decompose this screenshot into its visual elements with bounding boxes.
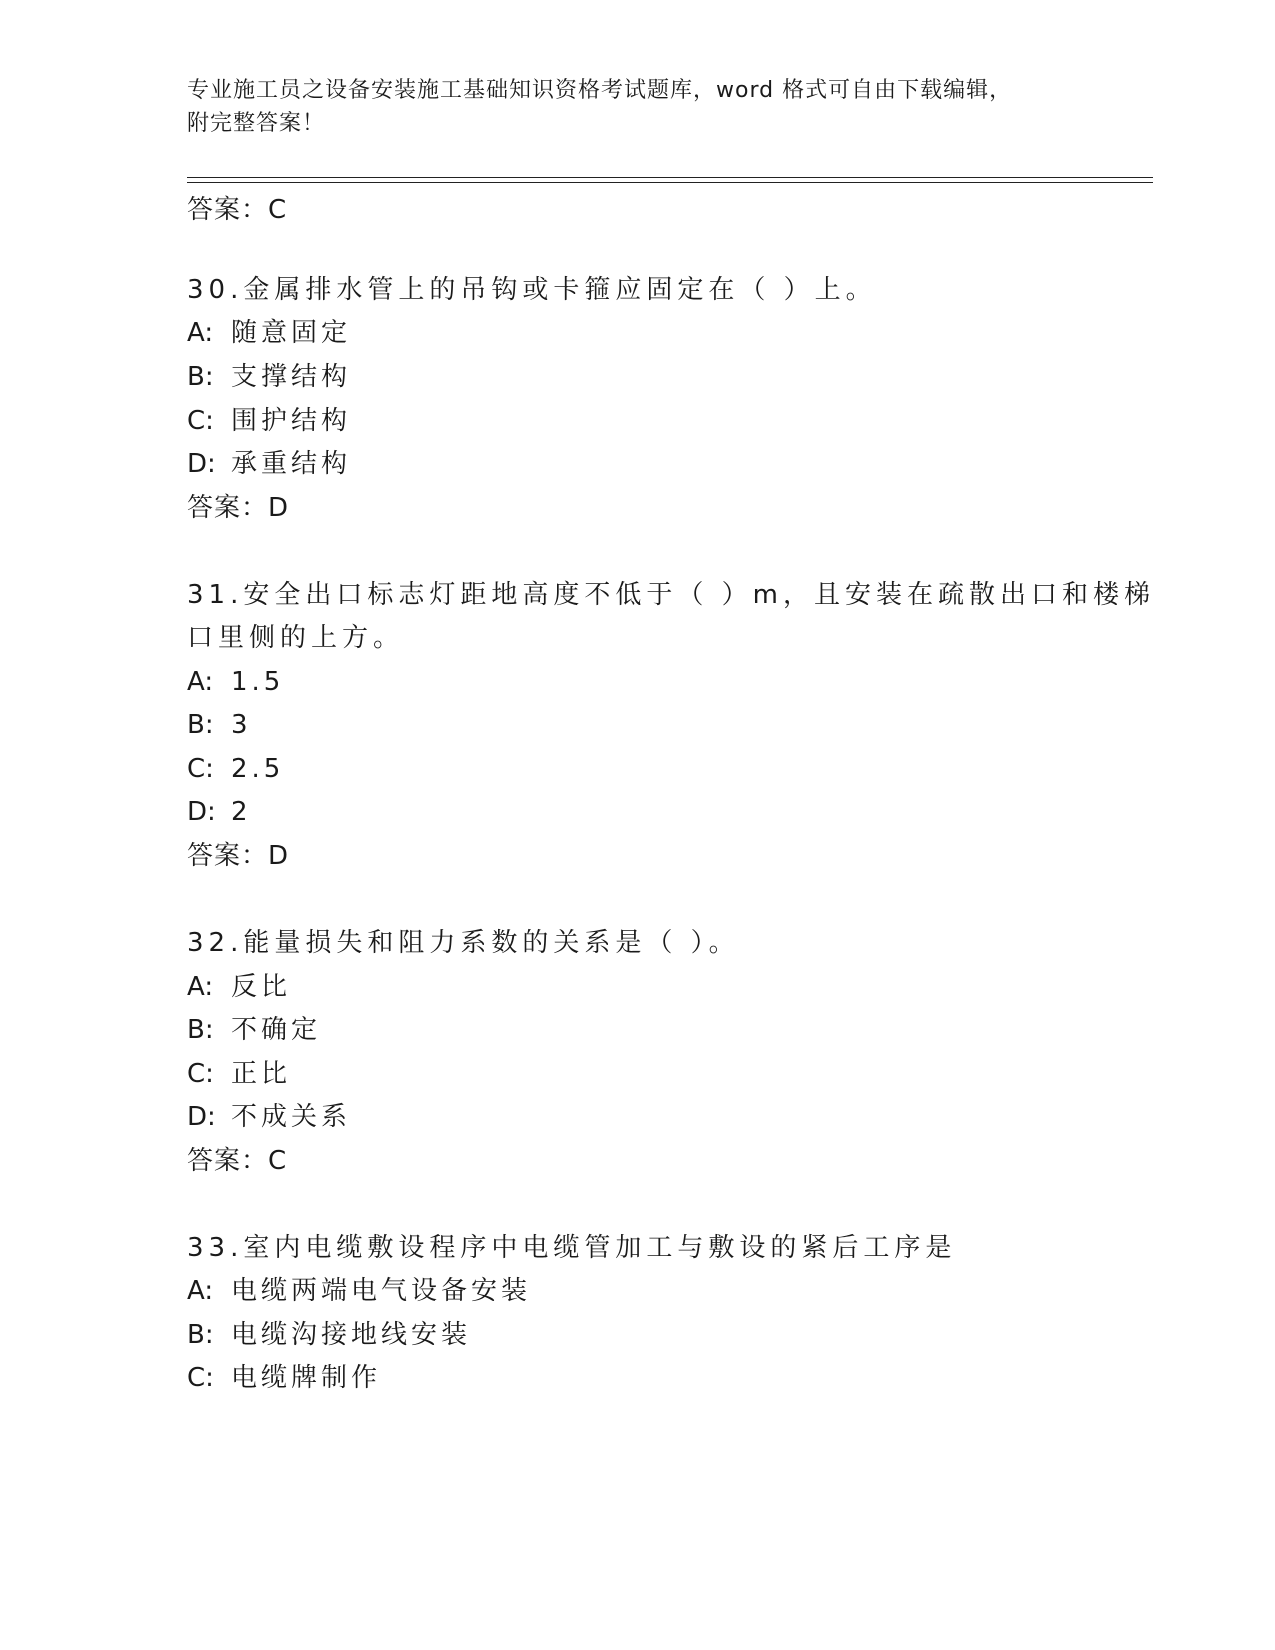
option-key: C: [187,1363,214,1393]
question-31-answer: 答案：D [187,841,290,871]
option-key: A: [187,1276,214,1306]
question-31-stem-line-2: 口里侧的上方。 [187,623,405,653]
question-32-option-c [187,1056,291,1092]
header-line-2: 附完整答案！ [187,111,326,136]
option-text: 3 [231,710,252,740]
option-key: D: [187,449,216,479]
question-30-option-a [187,315,351,351]
option-text: 1.5 [231,667,285,697]
question-30-stem: 30.金属排水管上的吊钩或卡箍应固定在（ ）上。 [187,275,877,305]
question-30-option-d [187,446,351,482]
option-text: 支撑结构 [231,362,352,392]
option-key: A: [187,318,214,348]
question-33-stem: 33.室内电缆敷设程序中电缆管加工与敷设的紧后工序是 [187,1233,957,1263]
option-key: A: [187,667,214,697]
option-key: D: [187,797,216,827]
option-key: C: [187,406,214,436]
question-31-option-d [187,794,252,830]
header-divider-top [187,177,1153,178]
option-text: 电缆两端电气设备安装 [231,1276,532,1306]
option-key: B: [187,1015,214,1045]
option-text: 2 [231,797,252,827]
option-text: 电缆沟接地线安装 [231,1320,472,1350]
question-33-option-a [187,1273,531,1309]
option-text: 不确定 [231,1015,322,1045]
question-31-option-b [187,707,252,743]
question-32-answer: 答案：C [187,1146,288,1176]
option-key: D: [187,1102,216,1132]
question-30-option-c [187,403,351,439]
question-31-option-a [187,664,284,700]
option-text: 承重结构 [231,449,352,479]
question-32-option-b [187,1012,321,1048]
option-key: B: [187,710,214,740]
previous-answer: 答案：C [187,195,288,225]
option-text: 不成关系 [231,1102,352,1132]
option-key: C: [187,1059,214,1089]
question-33-option-c [187,1360,381,1396]
question-33-option-b [187,1317,471,1353]
option-key: B: [187,362,214,392]
option-key: B: [187,1320,214,1350]
question-31-stem-line-1: 31.安全出口标志灯距地高度不低于（ ）m，且安装在疏散出口和楼梯 [187,580,1155,610]
question-32-option-d [187,1099,351,1135]
option-text: 2.5 [231,754,285,784]
question-32-stem: 32.能量损失和阻力系数的关系是（ ）。 [187,928,740,958]
option-text: 随意固定 [231,318,352,348]
option-key: C: [187,754,214,784]
option-text: 反比 [231,972,292,1002]
option-text: 电缆牌制作 [231,1363,382,1393]
document-header [187,74,1087,140]
question-30-answer: 答案：D [187,493,290,523]
header-line-1: 专业施工员之设备安装施工基础知识资格考试题库，word 格式可自由下载编辑， [187,78,1013,103]
question-31-option-c [187,751,284,787]
question-30-option-b [187,359,351,395]
header-divider-bottom [187,182,1153,183]
option-text: 正比 [231,1059,292,1089]
option-key: A: [187,972,214,1002]
question-32-option-a [187,969,291,1005]
option-text: 围护结构 [231,406,352,436]
